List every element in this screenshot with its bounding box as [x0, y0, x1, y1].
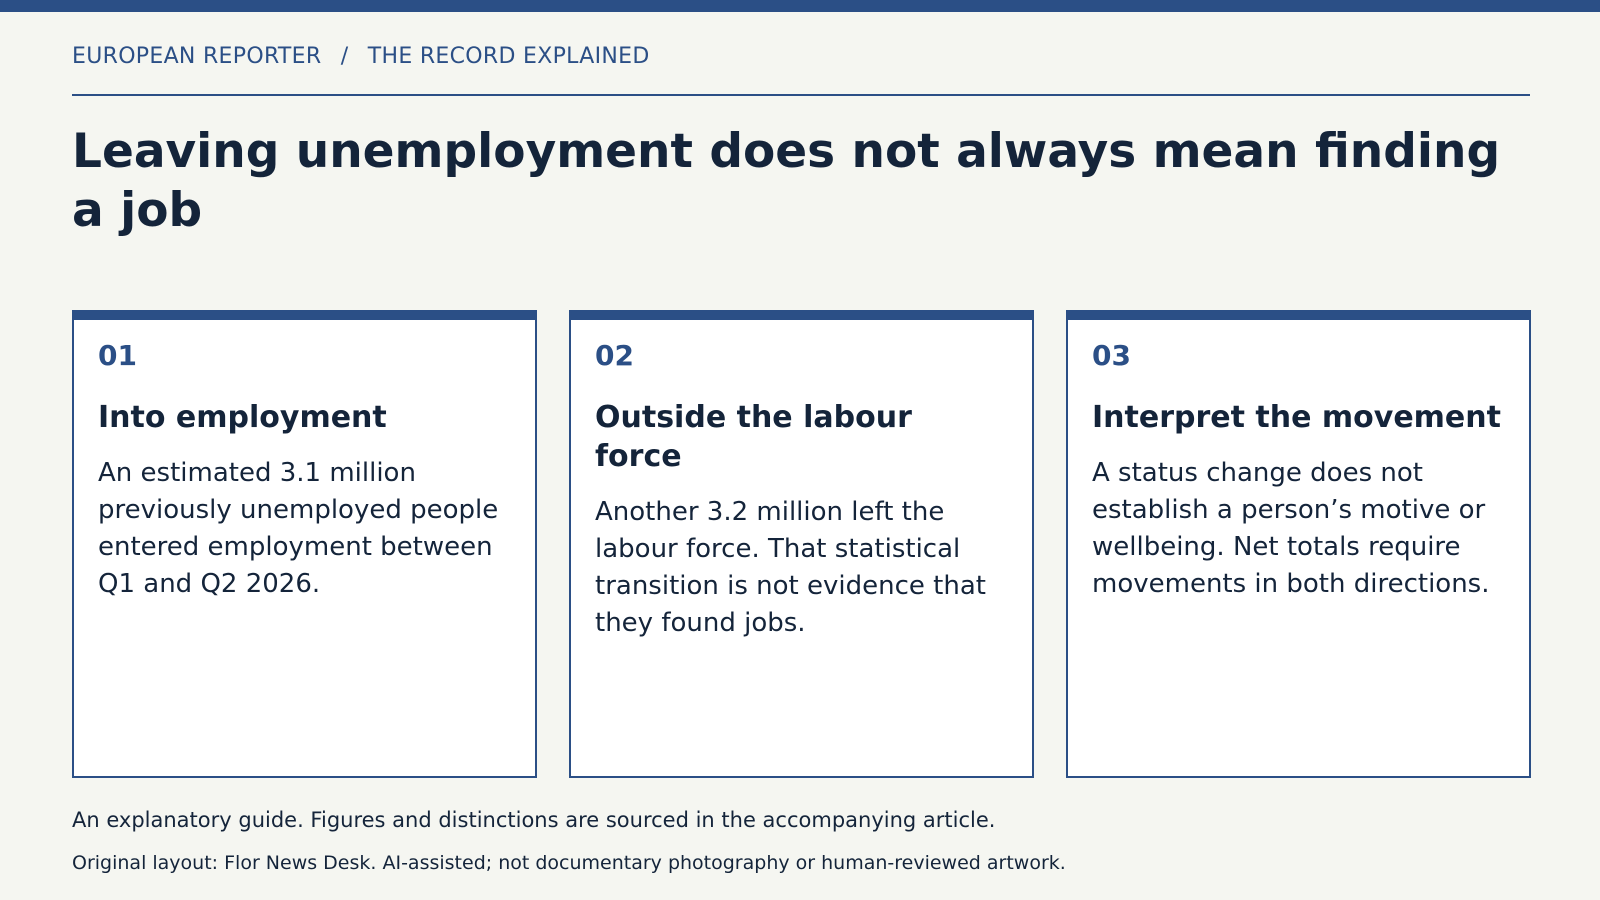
header-divider [72, 94, 1530, 96]
top-accent-bar [0, 0, 1600, 12]
breadcrumb [72, 44, 650, 69]
breadcrumb-separator: / [340, 44, 349, 69]
card-number: 03 [1092, 339, 1131, 372]
card-title: Interpret the movement [1092, 400, 1501, 435]
card-outside-labour-force [569, 310, 1034, 778]
credit-line: Original layout: Flor News Desk. AI-assisted; not documentary photography or human-reviewed artwork. [72, 852, 1066, 874]
card-body: A status change does not establish a person’s motive or wellbeing. Net totals require movements in both directions. [1092, 458, 1490, 599]
breadcrumb-section: EUROPEAN REPORTER [72, 44, 322, 69]
card-title: Outside the labour force [595, 400, 912, 474]
card-interpret-movement [1066, 310, 1531, 778]
card-number: 02 [595, 339, 634, 372]
card-body: Another 3.2 million left the labour force. That statistical transition is not evidence that they found jobs. [595, 497, 986, 638]
breadcrumb-subsection: THE RECORD EXPLAINED [367, 44, 650, 69]
card-body: An estimated 3.1 million previously unemployed people entered employment between Q1 and Q2 2026. [98, 458, 499, 599]
card-into-employment [72, 310, 537, 778]
footnote: An explanatory guide. Figures and distinctions are sourced in the accompanying article. [72, 808, 996, 832]
card-title: Into employment [98, 400, 387, 435]
page-title: Leaving unemployment does not always mean finding a job [72, 124, 1501, 238]
card-number: 01 [98, 339, 137, 372]
card-row [72, 310, 1530, 778]
